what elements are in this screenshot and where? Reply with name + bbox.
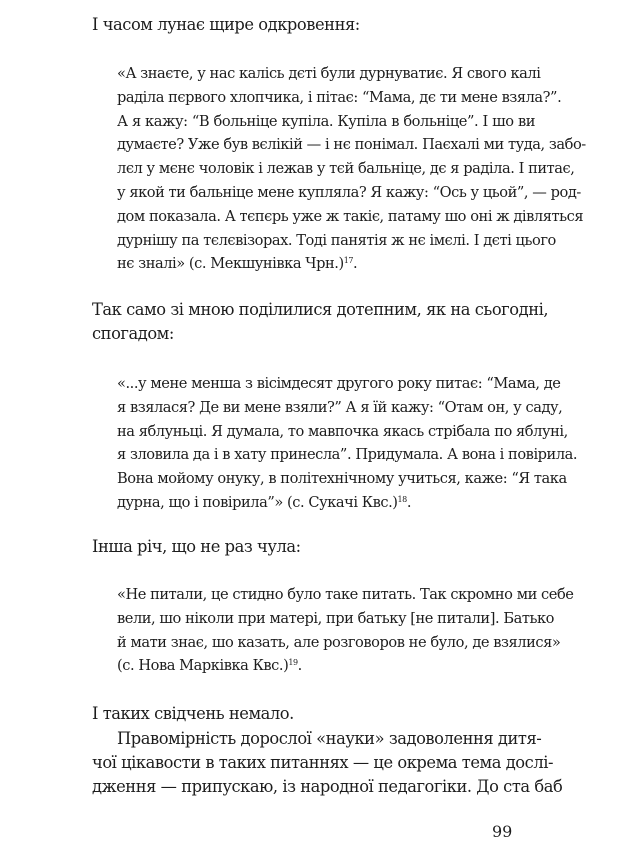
quote-3 xyxy=(117,583,574,678)
text-line: Правомірність дорослої «науки» задоволення дитя- xyxy=(117,729,542,748)
text-line: І таких свідчень немало. xyxy=(92,704,294,723)
quote-2 xyxy=(117,372,578,515)
text-line: думаєте? Уже був вєлікій — і нє понімал. Паєхалі ми туда, забо- xyxy=(117,136,586,154)
text-line: раділа пєрвого хлопчика, і пітає: “Мама, дє ти мене взяла?”. xyxy=(117,88,562,106)
text-line: дом показала. А тєпєрь уже ж такіє, патаму шо оні ж дівляться xyxy=(117,207,584,225)
text-line: у якой ти бальніце мене купляла? Я кажу: “Ось у цьой”, — род- xyxy=(117,183,581,201)
footnote-ref[interactable]: 18 xyxy=(397,494,407,504)
citation: (с. Нова Марківка Квс.) xyxy=(117,657,289,675)
footnote-ref[interactable]: 17 xyxy=(343,256,353,266)
text-line: вели, шо ніколи при матері, при батьку [не питали]. Батько xyxy=(117,609,554,627)
text-line: дурна, що і повірила”» (с. Сукачі Квс.)$^{18}$. xyxy=(117,493,412,511)
page-number: 99 xyxy=(492,822,513,841)
paragraph-4 xyxy=(92,702,540,726)
text-line: я взялася? Де ви мене взяли?” А я їй кажу: “Отам он, у саду, xyxy=(117,398,563,416)
text-line: Інша річ, що не раз чула: xyxy=(92,537,301,556)
text-line: І часом лунає щире одкровення: xyxy=(92,15,360,34)
citation: дурна, що і повірила”» (с. Сукачі Квс.) xyxy=(117,493,398,511)
paragraph-3 xyxy=(92,535,540,559)
text-line: «Не питали, це стидно було таке питать. Так скромно ми себе xyxy=(117,586,574,603)
footnote-ref[interactable]: 19 xyxy=(288,658,298,668)
text-line: А я кажу: “В больніце купіла. Купіла в больніце”. І шо ви xyxy=(117,112,535,130)
quote-1 xyxy=(117,62,586,276)
text-line: спогадом: xyxy=(92,323,174,343)
text-line: й мати знає, шо казать, але розговоров не було, де взялися» xyxy=(117,633,561,651)
citation: нє зналі» (с. Мекшунівка Чрн.) xyxy=(117,255,344,273)
text-line: «А знаєте, у нас калісь дєті були дурнуватиє. Я свого калі xyxy=(117,65,541,82)
text-line: лєл у мєнє чоловік і лежав у тєй бальніце, дє я раділа. І питає, xyxy=(117,160,575,178)
text-line: (с. Нова Марківка Квс.)$^{19}$. xyxy=(117,657,302,675)
text-line: я зловила да і в хату принесла”. Придумала. А вона і повірила. xyxy=(117,446,578,464)
paragraph-5 xyxy=(92,727,563,798)
text-line: Так само зі мною поділилися дотепним, як на сьогодні, xyxy=(92,300,549,319)
text-line: чої цікавости в таких питаннях — це окрема тема дослі- xyxy=(92,752,554,772)
text-line: Вона мойому онуку, в політехнічному учиться, каже: “Я така xyxy=(117,470,567,488)
text-line: нє зналі» (с. Мекшунівка Чрн.)$^{17}$. xyxy=(117,255,358,273)
text-line: на яблуньці. Я думала, то мавпочка якась стрібала по яблуні, xyxy=(117,422,568,440)
paragraph-2 xyxy=(92,298,549,346)
paragraph-intro xyxy=(92,13,540,37)
text-line: дження — припускаю, із народної педагогіки. До ста баб xyxy=(92,776,563,796)
text-line: «...у мене менша з вісімдесят другого року питає: “Мама, де xyxy=(117,375,561,392)
text-line: дурнішу па тєлєвізорах. Тоді панятія ж нє імєлі. І дєті цього xyxy=(117,231,556,249)
